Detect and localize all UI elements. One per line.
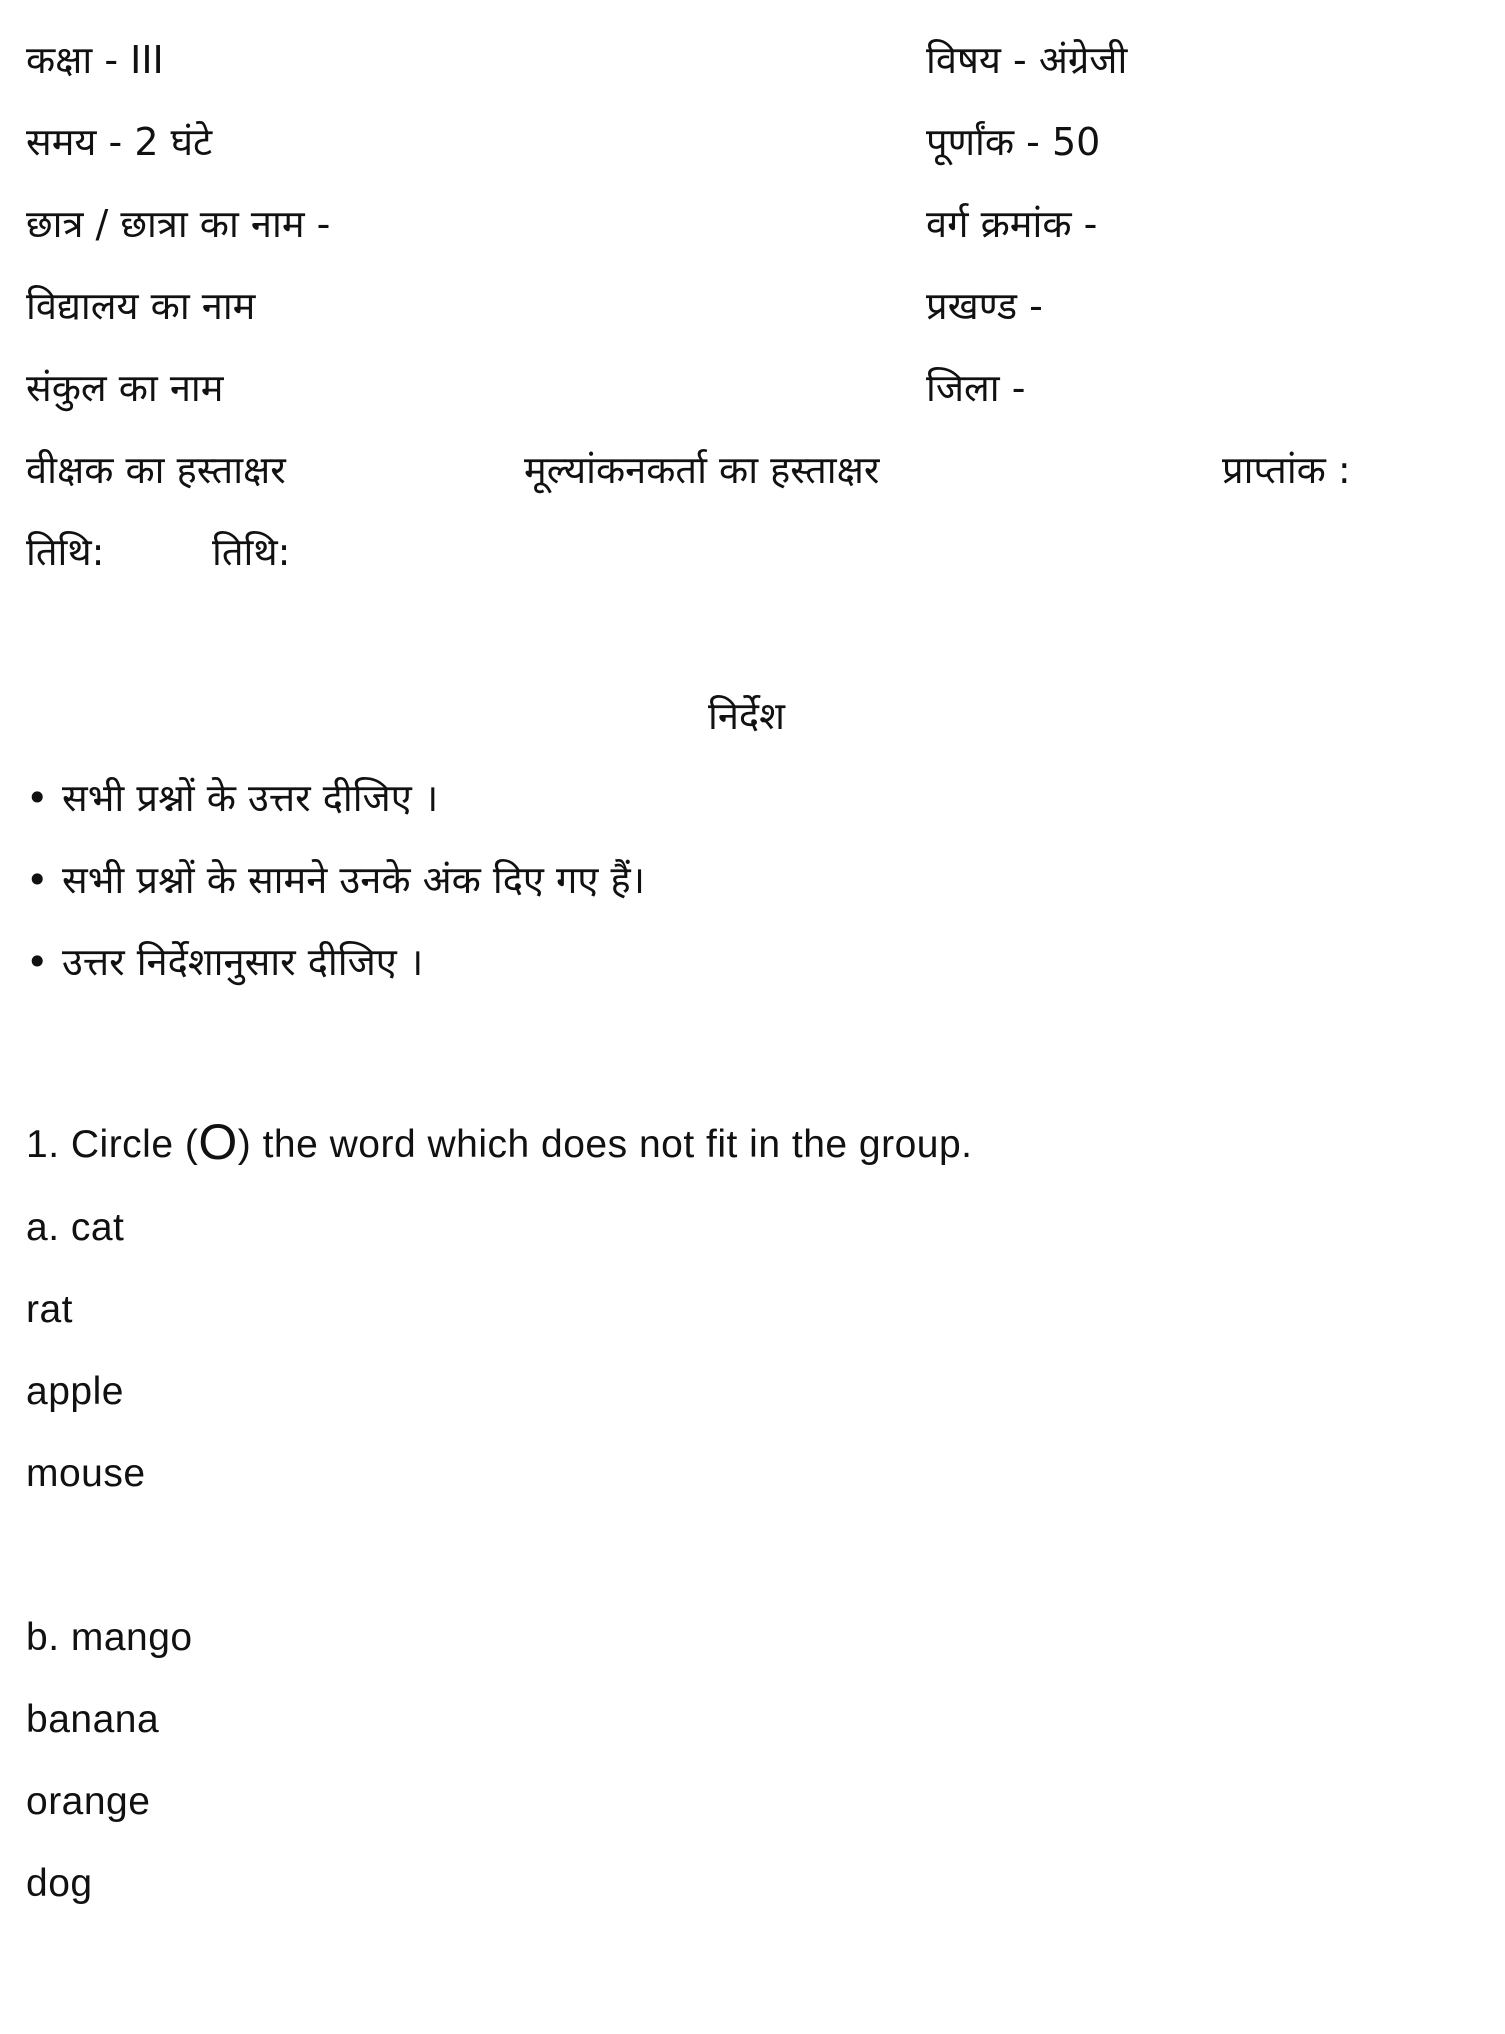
- block-label: प्रखण्ड -: [926, 284, 1043, 328]
- bullet-icon: •: [26, 858, 49, 902]
- school-name-label: विद्यालय का नाम: [26, 284, 256, 328]
- roll-number-label: वर्ग क्रमांक -: [926, 202, 1098, 246]
- bullet-icon: •: [26, 776, 49, 820]
- subject-label: विषय - अंग्रेजी: [926, 38, 1128, 82]
- circle-symbol: O: [198, 1114, 238, 1170]
- option-a-apple: apple: [26, 1370, 124, 1413]
- option-a-rat: rat: [26, 1288, 74, 1331]
- instruction-item: • सभी प्रश्नों के सामने उनके अंक दिए गए हैं।: [26, 858, 646, 902]
- option-b-dog: dog: [26, 1862, 93, 1905]
- bullet-icon: •: [26, 940, 49, 984]
- student-name-label: छात्र / छात्रा का नाम -: [26, 202, 331, 246]
- option-a-cat: a. cat: [26, 1206, 125, 1249]
- option-b-mango: b. mango: [26, 1616, 193, 1659]
- instruction-item: • उत्तर निर्देशानुसार दीजिए ।: [26, 940, 424, 984]
- evaluator-signature-label: मूल्यांकनकर्ता का हस्ताक्षर: [524, 448, 880, 492]
- question-1-text: 1. Circle (O) the word which does not fit in the group.: [26, 1114, 973, 1170]
- option-b-orange: orange: [26, 1780, 151, 1823]
- date-label-evaluator: तिथि:: [212, 530, 291, 574]
- class-label: कक्षा - III: [26, 38, 164, 82]
- cluster-name-label: संकुल का नाम: [26, 366, 224, 410]
- date-label-invigilator: तिथि:: [26, 530, 105, 574]
- option-b-banana: banana: [26, 1698, 160, 1741]
- instructions-title: निर्देश: [708, 694, 785, 738]
- instruction-item: • सभी प्रश्नों के उत्तर दीजिए ।: [26, 776, 439, 820]
- marks-obtained-label: प्राप्तांक :: [1222, 448, 1351, 492]
- time-label: समय - 2 घंटे: [26, 120, 213, 164]
- full-marks-label: पूर्णांक - 50: [926, 120, 1101, 164]
- district-label: जिला -: [926, 366, 1026, 410]
- invigilator-signature-label: वीक्षक का हस्ताक्षर: [26, 448, 286, 492]
- option-a-mouse: mouse: [26, 1452, 146, 1495]
